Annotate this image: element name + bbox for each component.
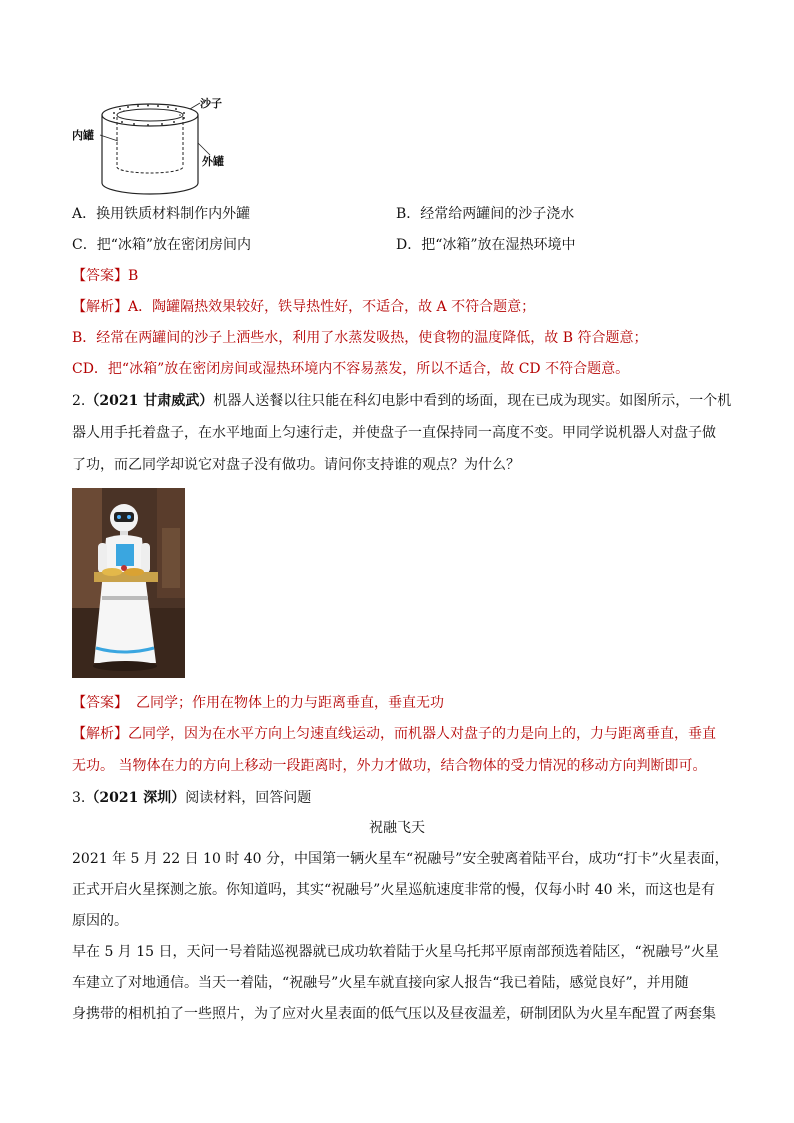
q1-option-d: D．把“冰箱”放在湿热环境中 (396, 237, 576, 253)
jar-diagram-svg (72, 95, 242, 205)
q2-answer (72, 693, 732, 713)
q1-option-b: B．经常给两罐间的沙子浇水 (396, 206, 575, 222)
q3-paragraph-line-1: 2021 年 5 月 22 日 10 时 40 分，中国第一辆火星车“祝融号”安全驶离着陆平台，成功“打卡”火星表面， (72, 851, 729, 867)
q2-line-2: 器人用手托着盘子，在水平地面上匀速行走，并使盘子一直保持同一高度不变。甲同学说机器人对盘子做 (72, 425, 716, 441)
q3-paragraph-line-2: 正式开启火星探测之旅。你知道吗，其实“祝融号”火星巡航速度非常的慢，仅每小时 40 米，而这也是有 (72, 882, 716, 898)
q3-intro: 阅读材料，回答问题 (185, 790, 312, 806)
q1-analysis-tag: 【解析】 (72, 299, 128, 315)
q1-option-c: C．把“冰箱”放在密闭房间内 (72, 237, 252, 253)
q3-paragraph-line-4: 早在 5 月 15 日，天问一号着陆巡视器就已成功软着陆于火星乌托邦平原南部预选着陆区，“祝融号”火星 (72, 944, 719, 960)
q1-answer-tag: 【答案】 (72, 268, 128, 284)
robot-photo (72, 488, 185, 678)
q2-number: 2. (72, 393, 86, 409)
jar-diagram (72, 95, 242, 205)
q2-text-1: 机器人送餐以往只能在科幻电影中看到的场面，现在已成为现实。如图所示，一个机 (213, 393, 732, 409)
robot-illustration (72, 488, 185, 678)
q2-answer-tag: 【答案】 (72, 695, 128, 711)
q1-analysis-line-2: B．经常在两罐间的沙子上洒些水，利用了水蒸发吸热，使食物的温度降低，故 B 符合题意； (72, 330, 648, 346)
q2-analysis-line-2: 无功。 当物体在力的方向上移动一段距离时，外力才做功，结合物体的受力情况的移动方向判断即可。 (72, 758, 707, 774)
q2-source: （2021 甘肃威武） (85, 393, 214, 409)
q1-analysis-line-3: CD．把“冰箱”放在密闭房间或湿热环境内不容易蒸发，所以不适合，故 CD 不符合题意。 (72, 361, 630, 377)
q2-line-1 (72, 391, 732, 411)
q3-paragraph-line-6: 身携带的相机拍了一些照片，为了应对火星表面的低气压以及昼夜温差，研制团队为火星车配置了两套集 (72, 1006, 716, 1022)
q1-option-a: A．换用铁质材料制作内外罐 (72, 206, 251, 222)
q3-article-title: 祝融飞天 (369, 820, 425, 836)
q3-line-1 (72, 788, 732, 808)
q3-paragraph-line-3: 原因的。 (72, 913, 128, 929)
label-sand: 沙子 (200, 97, 222, 110)
label-outer-jar: 外罐 (202, 155, 224, 168)
q1-answer (72, 266, 732, 286)
label-inner-jar: 内罐 (72, 129, 94, 142)
q3-source: （2021 深圳） (85, 790, 186, 806)
q2-analysis-line-1 (72, 724, 732, 744)
q2-line-3: 了功，而乙同学却说它对盘子没有做功。请问你支持谁的观点？为什么？ (72, 457, 520, 473)
q1-analysis-line-1 (72, 297, 732, 317)
q2-answer-value: 乙同学；作用在物体上的力与距离垂直，垂直无功 (136, 695, 444, 711)
q2-analysis-tag: 【解析】 (72, 726, 128, 742)
q1-analysis-text-1: A．陶罐隔热效果较好，铁导热性好，不适合，故 A 不符合题意； (128, 299, 536, 315)
q2-analysis-text-1: 乙同学，因为在水平方向上匀速直线运动，而机器人对盘子的力是向上的，力与距离垂直，垂直 (128, 726, 716, 742)
q1-answer-value: B (128, 268, 139, 284)
q3-number: 3. (72, 790, 86, 806)
q3-paragraph-line-5: 车建立了对地通信。当天一着陆，“祝融号”火星车就直接向家人报告“我已着陆，感觉良好”，并用随 (72, 975, 689, 991)
